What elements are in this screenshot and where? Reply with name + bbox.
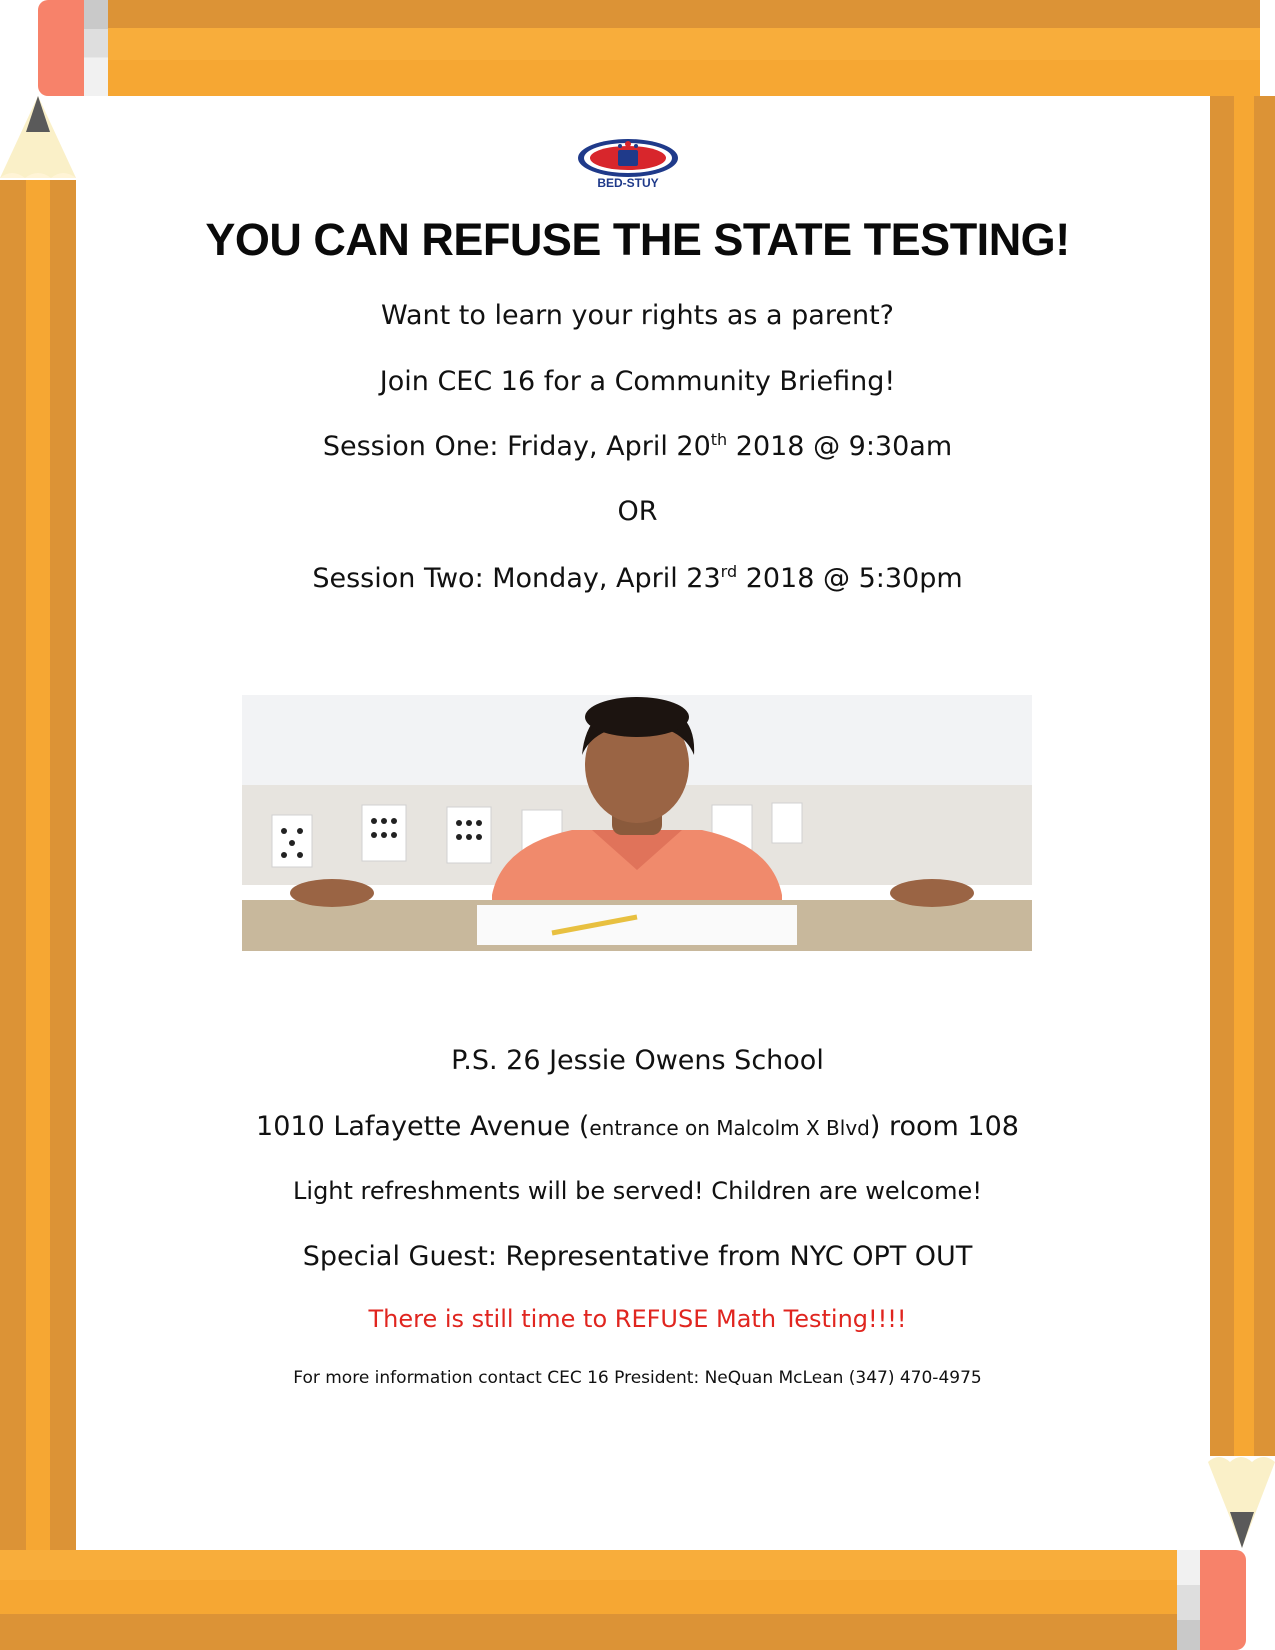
special-guest-line: Special Guest: Representative from NYC OPT OUT — [302, 1241, 973, 1272]
venue-line: P.S. 26 Jessie Owens School — [451, 1045, 824, 1076]
bed-stuy-logo — [573, 136, 683, 192]
top-pencil-ferrule — [84, 0, 108, 96]
session-one-suffix: th — [710, 430, 728, 449]
top-pencil-stripe-2 — [100, 28, 1260, 60]
left-pencil-stripe-1 — [0, 180, 26, 1550]
right-pencil-tip-icon — [1208, 1456, 1275, 1550]
right-pencil-stripe-1 — [1210, 96, 1234, 1456]
bottom-pencil-stripe-3 — [0, 1614, 1185, 1650]
alert-line: There is still time to REFUSE Math Testing!!!! — [368, 1305, 907, 1333]
address-street: 1010 Lafayette Avenue ( — [256, 1111, 590, 1142]
bottom-pencil-stripe-2 — [0, 1580, 1185, 1614]
session-one-line — [100, 430, 1175, 462]
right-pencil-stripe-3 — [1254, 96, 1275, 1456]
child-at-desk-photo — [242, 695, 1032, 951]
refreshments-line: Light refreshments will be served! Children are welcome! — [293, 1177, 982, 1205]
left-pencil-stripe-3 — [50, 180, 76, 1550]
address-line — [100, 1111, 1175, 1142]
left-pencil-tip-icon — [0, 96, 80, 186]
session-two-label: Session Two: Monday, April 23 — [312, 563, 721, 594]
address-entrance: entrance on Malcolm X Blvd — [589, 1116, 870, 1140]
invite-line: Join CEC 16 for a Community Briefing! — [379, 366, 896, 397]
bottom-pencil-ferrule — [1177, 1550, 1201, 1650]
left-pencil-stripe-2 — [26, 180, 50, 1550]
or-line: OR — [617, 496, 658, 527]
top-pencil-stripe-3 — [100, 60, 1260, 96]
bottom-pencil-eraser — [1200, 1550, 1246, 1650]
session-one-time: 2018 @ 9:30am — [727, 431, 953, 462]
session-two-line — [100, 562, 1175, 594]
contact-line: For more information contact CEC 16 President: NeQuan McLean (347) 470-4975 — [293, 1368, 982, 1388]
page-title: YOU CAN REFUSE THE STATE TESTING! — [205, 214, 1070, 265]
session-one-label: Session One: Friday, April 20 — [322, 431, 711, 462]
question-line: Want to learn your rights as a parent? — [381, 300, 894, 331]
session-two-suffix: rd — [720, 562, 738, 581]
top-pencil-stripe-1 — [100, 0, 1260, 28]
address-room: ) room 108 — [869, 1111, 1019, 1142]
logo-text: BED-STUY — [597, 176, 659, 190]
right-pencil-stripe-2 — [1234, 96, 1254, 1456]
session-two-time: 2018 @ 5:30pm — [737, 563, 963, 594]
top-pencil-eraser — [38, 0, 84, 96]
bottom-pencil-stripe-1 — [0, 1550, 1185, 1580]
